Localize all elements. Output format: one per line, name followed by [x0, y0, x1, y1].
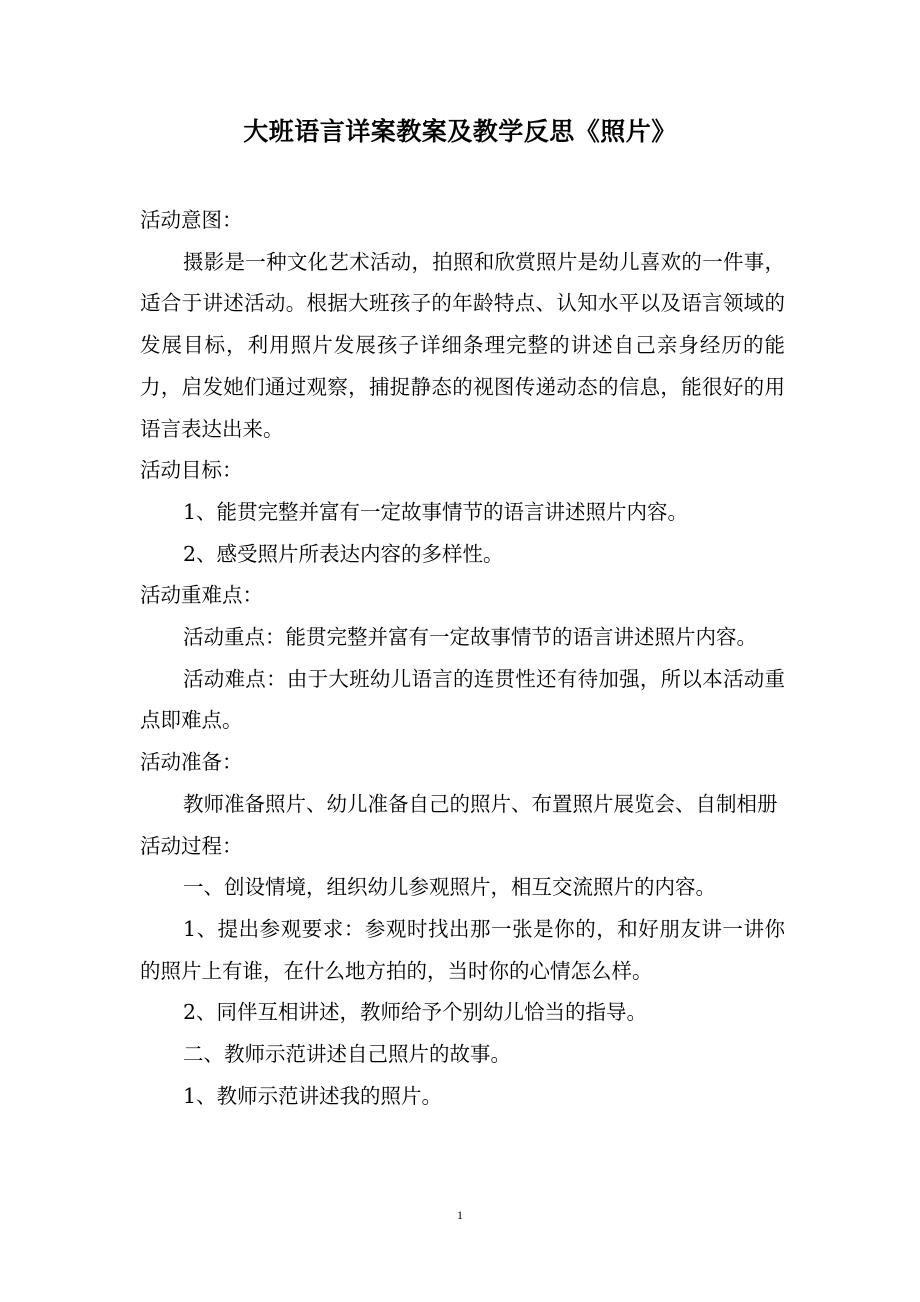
difficult-point: 活动难点：由于大班幼儿语言的连贯性还有待加强，所以本活动重点即难点。 [140, 666, 785, 733]
page-number: 1 [457, 1208, 463, 1222]
key-point: 活动重点：能贯完整并富有一定故事情节的语言讲述照片内容。 [183, 625, 757, 650]
document-body [140, 200, 785, 1117]
section-heading-process: 活动过程： [140, 833, 243, 858]
goal-item-1: 1、能贯完整并富有一定故事情节的语言讲述照片内容。 [183, 499, 689, 524]
section-heading-key-points: 活动重难点： [140, 583, 263, 608]
paragraph-intent-body: 摄影是一种文化艺术活动，拍照和欣赏照片是幼儿喜欢的一件事，适合于讲述活动。根据大班孩子的年龄特点、认知水平以及语言领域的发展目标，利用照片发展孩子详细条理完整的讲述自己亲身经历的能力，启发她们通过观察，捕捉静态的视图传递动态的信息，能很好的用语言表达出来。 [140, 249, 785, 441]
process-step-1-1: 1、提出参观要求：参观时找出那一张是你的，和好朋友讲一讲你的照片上有谁，在什么地方拍的，当时你的心情怎么样。 [140, 916, 785, 983]
preparation-body: 教师准备照片、幼儿准备自己的照片、布置照片展览会、自制相册 [183, 791, 778, 816]
process-step-2: 二、教师示范讲述自己照片的故事。 [183, 1042, 511, 1067]
section-heading-preparation: 活动准备： [140, 750, 243, 775]
document-title: 大班语言详案教案及教学反思《照片》 [243, 117, 677, 146]
section-heading-intent: 活动意图： [140, 208, 243, 232]
goal-item-2: 2、感受照片所表达内容的多样性。 [183, 541, 504, 566]
process-step-2-1: 1、教师示范讲述我的照片。 [183, 1083, 443, 1108]
process-step-1-2: 2、同伴互相讲述，教师给予个别幼儿恰当的指导。 [183, 1000, 648, 1025]
process-step-1: 一、创设情境，组织幼儿参观照片，相互交流照片的内容。 [183, 875, 716, 900]
section-heading-goals: 活动目标： [140, 458, 243, 483]
